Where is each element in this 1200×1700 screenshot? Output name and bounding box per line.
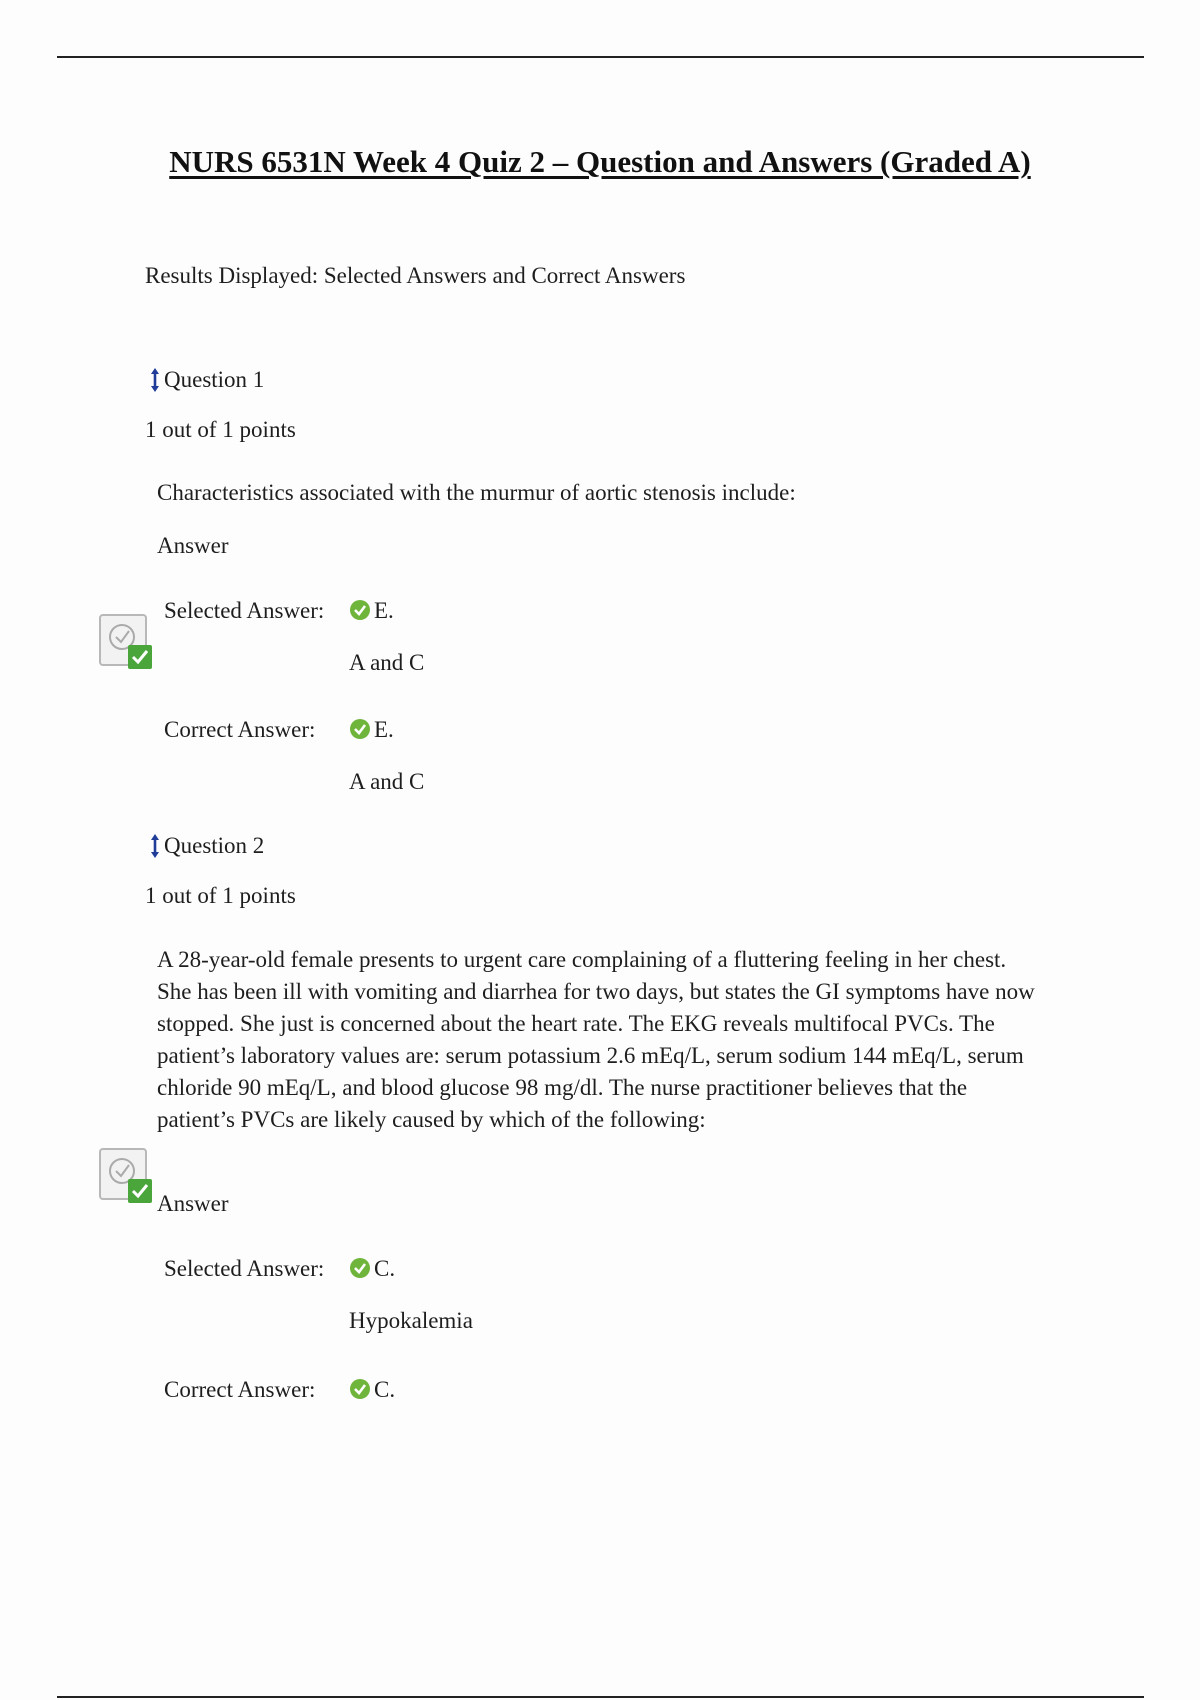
top-rule xyxy=(57,56,1144,58)
question-2-points: 1 out of 1 points xyxy=(145,883,296,908)
question-2-correct-answer xyxy=(349,1374,395,1406)
question-1-selected-letter: E. xyxy=(374,598,394,623)
question-1-selected-label: Selected Answer: xyxy=(164,598,325,623)
question-2-selected-answer xyxy=(349,1253,395,1285)
check-icon xyxy=(349,718,371,740)
question-1-selected-answer xyxy=(349,595,394,627)
question-2-correct-label: Correct Answer: xyxy=(164,1377,316,1402)
question-1-correct-label: Correct Answer: xyxy=(164,717,316,742)
question-1-heading xyxy=(150,364,264,396)
question-2-selected-letter: C. xyxy=(374,1256,396,1281)
check-icon xyxy=(349,1257,371,1279)
check-icon xyxy=(349,599,371,621)
question-2-heading xyxy=(150,830,264,862)
question-2-answer-label: Answer xyxy=(157,1191,229,1216)
question-1-correct-text: A and C xyxy=(349,769,425,794)
check-icon xyxy=(349,1378,371,1400)
question-1-points: 1 out of 1 points xyxy=(145,417,296,442)
question-1-correct-answer xyxy=(349,714,394,746)
question-2-selected-label: Selected Answer: xyxy=(164,1256,325,1281)
question-2-text: A 28-year-old female presents to urgent care complaining of a fluttering feeling in her chest. She has been ill with vomiting and diarrhea for two days, but states the GI symptoms have now stopped. She just is concerned about the heart rate. The EKG reveals multifocal PVCs. The patient’s laboratory values are: serum potassium 2.6 mEq/L, serum sodium 144 mEq/L, serum chloride 90 mEq/L, and blood glucose 98 mg/dl. The nurse practitioner believes that the patient’s PVCs are likely caused by which of the following: xyxy=(157,947,1035,1132)
question-2-selected-text: Hypokalemia xyxy=(349,1308,473,1333)
graded-correct-icon xyxy=(98,1146,156,1206)
graded-correct-icon xyxy=(98,612,156,672)
page-title: NURS 6531N Week 4 Quiz 2 – Question and Answers (Graded A) xyxy=(169,144,1031,179)
bottom-rule xyxy=(57,1696,1144,1698)
question-1-selected-text: A and C xyxy=(349,650,425,675)
question-1-text: Characteristics associated with the murmur of aortic stenosis include: xyxy=(157,480,796,505)
question-2-label: Question 2 xyxy=(164,833,265,858)
sort-arrow-icon xyxy=(150,367,160,393)
results-displayed: Results Displayed: Selected Answers and Correct Answers xyxy=(145,263,686,288)
sort-arrow-icon xyxy=(150,833,160,859)
question-1-correct-letter: E. xyxy=(374,717,394,742)
question-1-label: Question 1 xyxy=(164,367,265,392)
question-2-correct-letter: C. xyxy=(374,1377,396,1402)
question-1-answer-label: Answer xyxy=(157,533,229,558)
